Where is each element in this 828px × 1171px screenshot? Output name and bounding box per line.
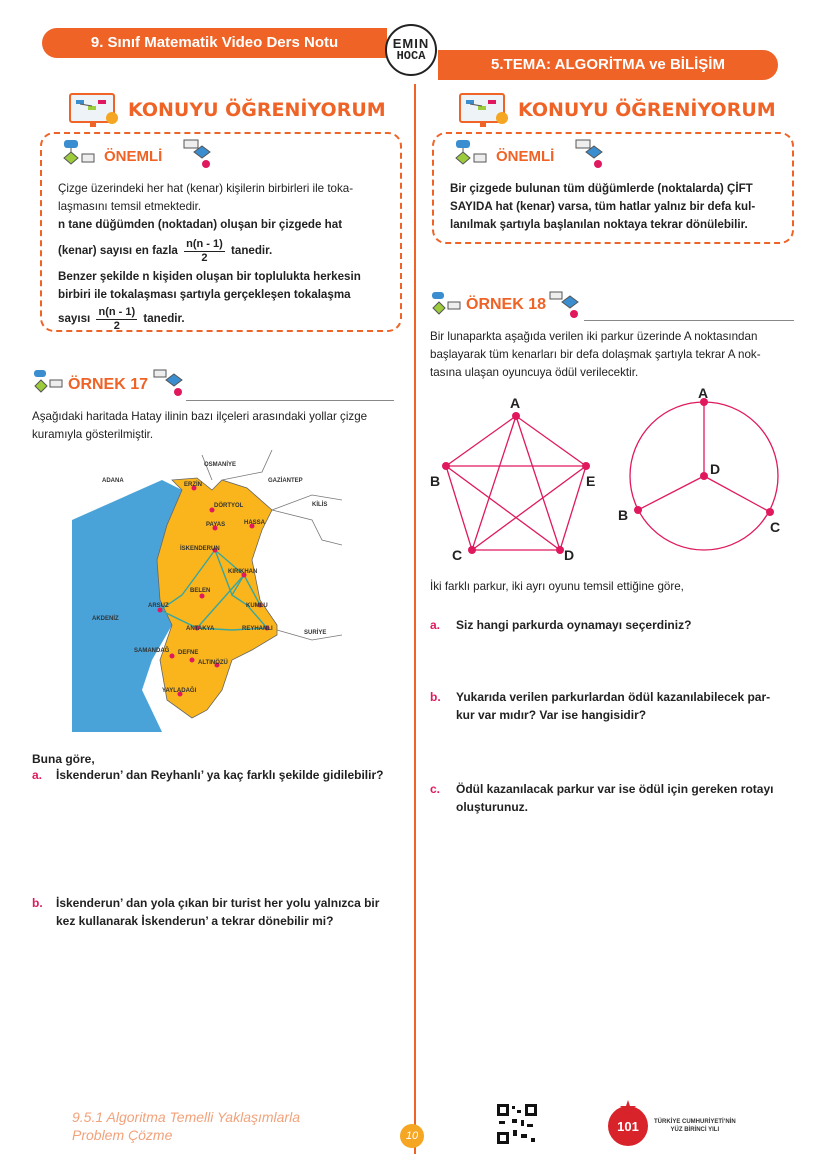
question-a: Siz hangi parkurda oynamayı seçerdiniz? bbox=[456, 618, 692, 632]
important-line: sayısı $\frac{n(n - 1)}{2}$ tanedir. bbox=[58, 306, 185, 332]
important-line: Çizge üzerindeki her hat (kenar) kişilerin birbirleri ile toka- bbox=[58, 182, 354, 195]
node-label: A bbox=[510, 395, 521, 411]
flowchart-icon bbox=[430, 290, 462, 320]
flowchart-icon bbox=[572, 138, 608, 170]
question-letter: b. bbox=[430, 690, 441, 704]
important-line: birbiri ile tokalaşması şartıyla gerçekleşen tokalaşma bbox=[58, 288, 351, 301]
important-title-right: ÖNEMLİ bbox=[496, 148, 555, 165]
flowchart-icon bbox=[32, 368, 64, 398]
important-line: (kenar) sayısı en fazla $\frac{n(n - 1)}{2}$ tanedir. bbox=[58, 238, 273, 264]
flowchart-icon bbox=[180, 138, 216, 170]
footer-topic: 9.5.1 Algoritma Temelli Yaklaşımlarla Problem Çözme bbox=[72, 1109, 300, 1143]
example-17-title: ÖRNEK 17 bbox=[68, 376, 149, 393]
example-18-title: ÖRNEK 18 bbox=[466, 296, 547, 313]
map-label: SAMANDAĞ bbox=[134, 648, 170, 654]
map-label: GAZİANTEP bbox=[268, 478, 303, 484]
node-label: B bbox=[430, 473, 441, 489]
title-rule bbox=[186, 400, 394, 401]
question-b: İskenderun’ dan yola çıkan bir turist her yolu yalnızca bir kez kullanarak İskenderun’ a tekrar dönebilir mi? bbox=[56, 896, 380, 928]
page-number: 10 bbox=[400, 1124, 424, 1148]
column-divider bbox=[414, 84, 416, 1154]
node-label: A bbox=[698, 385, 709, 401]
map-label: SURİYE bbox=[304, 630, 327, 636]
example-text: Bir lunaparkta aşağıda verilen iki parkur üzerinde A noktasından bbox=[430, 330, 758, 343]
important-line: laşmasını temsil etmektedir. bbox=[58, 200, 202, 213]
map-label: KUMLU bbox=[246, 603, 268, 609]
question-a: İskenderun’ dan Reyhanlı’ ya kaç farklı şekilde gidilebilir? bbox=[56, 768, 384, 782]
lesson-board-icon bbox=[458, 92, 510, 128]
svg-text:101: 101 bbox=[617, 1119, 639, 1134]
map-label: DÖRTYOL bbox=[214, 503, 244, 509]
centennial-text: TÜRKİYE CUMHURİYETİ’NİN YÜZ BİRİNCİ YILI bbox=[654, 1119, 736, 1133]
fraction: $\frac{n(n - 1)}{2}$ bbox=[98, 306, 136, 332]
header-left-title: 9. Sınıf Matematik Video Ders Notu bbox=[42, 28, 387, 58]
map-label: BELEN bbox=[190, 588, 211, 594]
map-label: PAYAS bbox=[206, 522, 226, 528]
map-label: ALTINÖZÜ bbox=[198, 660, 228, 666]
question-c: Ödül kazanılacak parkur var ise ödül için gereken rotayı oluşturunuz. bbox=[456, 782, 774, 814]
map-label: KIRIKHAN bbox=[228, 569, 258, 575]
graph-pentagon bbox=[428, 390, 608, 565]
qr-code-icon[interactable] bbox=[497, 1104, 537, 1144]
map-label: REYHANLI bbox=[242, 626, 273, 632]
flowchart-icon bbox=[548, 290, 582, 320]
important-line: SAYIDA hat (kenar) varsa, tüm hatlar yalnız bir defa kul- bbox=[450, 200, 756, 213]
flowchart-icon bbox=[60, 138, 96, 170]
fraction: $\frac{n(n - 1)}{2}$ bbox=[186, 238, 223, 264]
title-rule bbox=[584, 320, 794, 321]
map-label: DEFNE bbox=[178, 650, 199, 656]
question-letter: a. bbox=[32, 768, 43, 782]
map-label: ARSUZ bbox=[148, 603, 169, 609]
map-label: KİLİS bbox=[312, 502, 328, 508]
example-text: Aşağıdaki haritada Hatay ilinin bazı ilçeleri arasındaki yollar çizge bbox=[32, 410, 368, 423]
important-line: Benzer şekilde n kişiden oluşan bir toplulukta herkesin bbox=[58, 270, 361, 283]
questions-lead: Buna göre, bbox=[32, 752, 95, 766]
node-label: D bbox=[710, 461, 721, 477]
emin-hoca-logo: EMIN HOCA bbox=[385, 24, 437, 76]
map-label: OSMANİYE bbox=[204, 462, 237, 468]
node-label: C bbox=[452, 547, 463, 563]
map-label: ANTAKYA bbox=[186, 626, 215, 632]
flowchart-icon bbox=[152, 368, 186, 398]
question-b: Yukarıda verilen parkurlardan ödül kazanılabilecek par- kur var mıdır? Var ise hangisidir? bbox=[456, 690, 771, 722]
example-text: kuramıyla gösterilmiştir. bbox=[32, 428, 154, 441]
important-line: Bir çizgede bulunan tüm düğümlerde (noktalarda) ÇİFT bbox=[450, 182, 753, 195]
node-label: D bbox=[564, 547, 575, 563]
question-letter: b. bbox=[32, 896, 43, 910]
important-line: lanılmak şartıyla başlanılan noktaya tekrar dönülebilir. bbox=[450, 218, 748, 231]
important-title-left: ÖNEMLİ bbox=[104, 148, 163, 165]
map-label: AKDENİZ bbox=[92, 616, 119, 622]
example-text: başlayarak tüm kenarları bir defa dolaşmak şartıyla tekrar A nok- bbox=[430, 348, 761, 361]
question-letter: c. bbox=[430, 782, 441, 796]
left-section-title: KONUYU ÖĞRENİYORUM bbox=[128, 99, 386, 121]
lesson-board-icon bbox=[68, 92, 120, 128]
question-letter: a. bbox=[430, 618, 441, 632]
graph-circle bbox=[612, 384, 796, 562]
flowchart-icon bbox=[452, 138, 488, 170]
map-label: ADANA bbox=[102, 478, 124, 484]
node-label: B bbox=[618, 507, 629, 523]
centennial-logo-icon bbox=[604, 1100, 652, 1148]
questions-lead: İki farklı parkur, iki ayrı oyunu temsil ettiğine göre, bbox=[430, 580, 684, 593]
node-label: C bbox=[770, 519, 781, 535]
map-label: HASSA bbox=[244, 520, 266, 526]
map-label: ERZİN bbox=[184, 482, 202, 488]
important-line: n tane düğümden (noktadan) oluşan bir çizgede hat bbox=[58, 218, 343, 231]
map-label: YAYLADAĞI bbox=[162, 688, 197, 694]
example-text: tasına ulaşan oyuncuya ödül verilecektir. bbox=[430, 366, 639, 379]
right-section-title: KONUYU ÖĞRENİYORUM bbox=[518, 99, 776, 121]
node-label: E bbox=[586, 473, 596, 489]
map-label: İSKENDERUN bbox=[180, 546, 220, 552]
hatay-map bbox=[72, 450, 342, 732]
header-right-title: 5.TEMA: ALGORİTMA ve BİLİŞİM bbox=[438, 50, 778, 80]
